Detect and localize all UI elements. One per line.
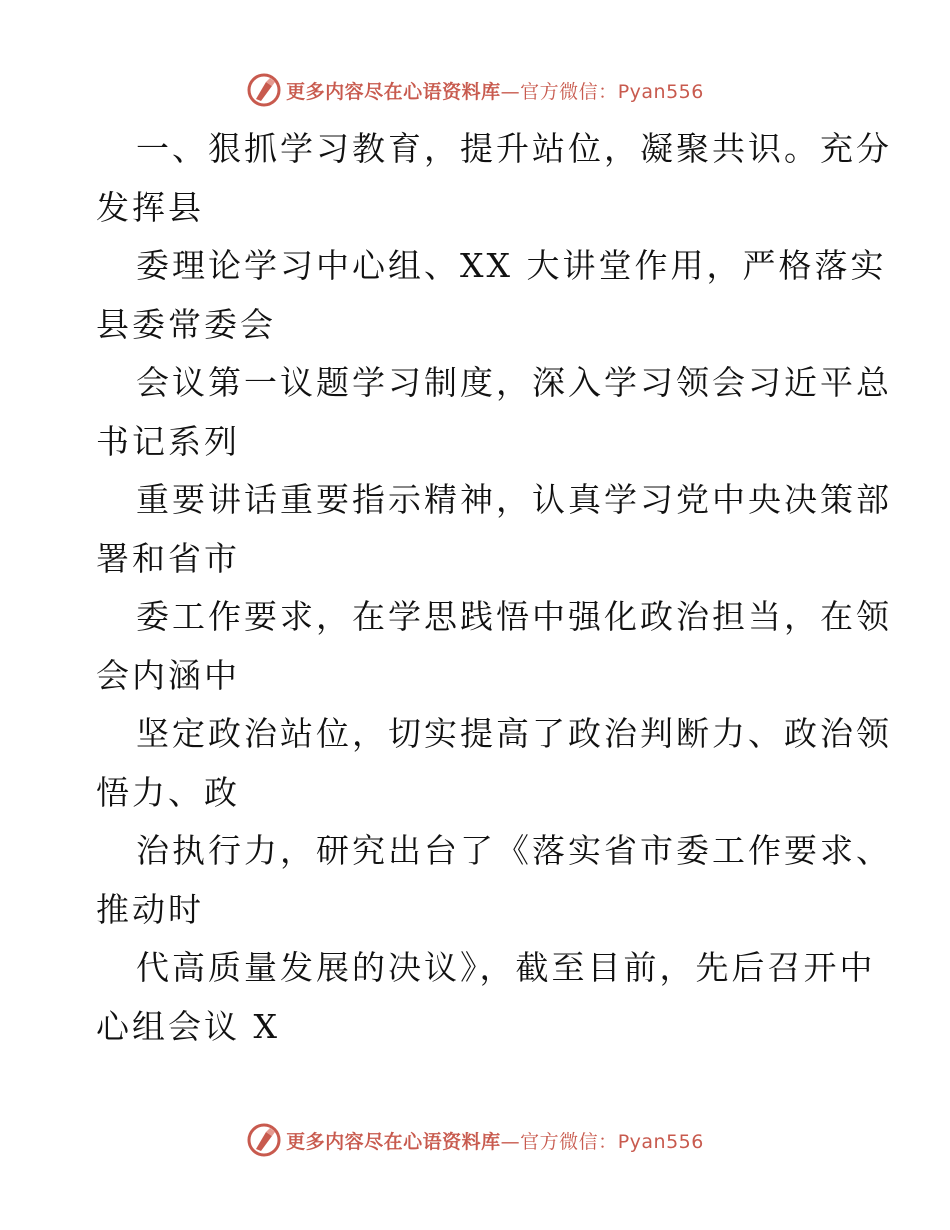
banner-wechat-id: Pyan556 [617, 80, 704, 103]
banner-separator: — [500, 1130, 521, 1153]
text-line: 委工作要求，在学思践悟中强化政治担当，在领 [136, 597, 892, 636]
banner-text [286, 1127, 704, 1154]
text-line: 发挥县 [96, 187, 204, 227]
text-line: 重要讲话重要指示精神，认真学习党中央决策部 [136, 480, 892, 519]
footer-banner [0, 1120, 950, 1160]
banner-text [286, 77, 704, 104]
text-line: 治执行力，研究出台了《落实省市委工作要求、 [136, 831, 892, 870]
text-line: 悟力、政 [96, 772, 240, 812]
pen-nib-logo-icon [246, 72, 282, 108]
banner-wechat-label: 官方微信： [520, 80, 618, 103]
banner-wechat-label: 官方微信： [520, 1130, 618, 1153]
text-line: 代高质量发展的决议》，截至目前，先后召开中 [136, 948, 876, 987]
banner-title: 更多内容尽在心语资料库 [286, 80, 501, 103]
text-line: 署和省市 [96, 538, 240, 578]
text-line: 一、狠抓学习教育，提升站位，凝聚共识。充分 [136, 129, 892, 168]
text-line: 推动时 [96, 889, 204, 929]
banner-title: 更多内容尽在心语资料库 [286, 1130, 501, 1153]
banner-separator: — [500, 80, 521, 103]
text-line: 心组会议 X [96, 1006, 280, 1046]
text-line: 会议第一议题学习制度，深入学习领会习近平总 [136, 363, 892, 402]
text-line: 委理论学习中心组、XX 大讲堂作用，严格落实 [136, 246, 887, 285]
text-line: 县委常委会 [96, 304, 276, 344]
document-body [96, 120, 892, 1056]
text-line: 坚定政治站位，切实提高了政治判断力、政治领 [136, 714, 892, 753]
text-line: 会内涵中 [96, 655, 240, 695]
header-banner [0, 70, 950, 110]
pen-nib-logo-icon [246, 1122, 282, 1158]
text-line: 书记系列 [96, 421, 240, 461]
banner-wechat-id: Pyan556 [617, 1130, 704, 1153]
